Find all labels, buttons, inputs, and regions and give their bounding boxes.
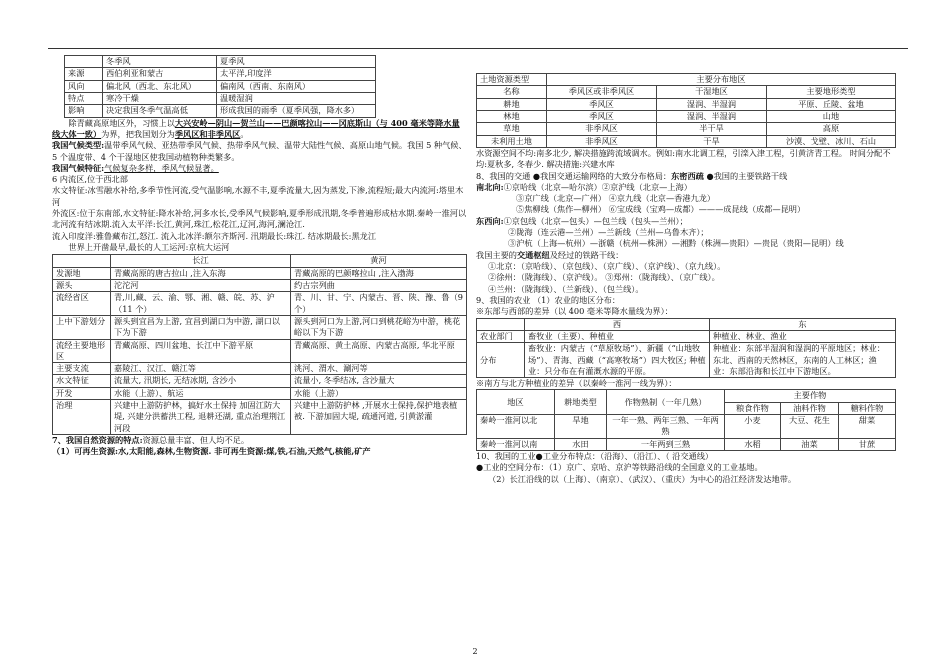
table-header: 作物熟制（一年几熟） bbox=[607, 390, 725, 415]
table-header: 东 bbox=[710, 318, 896, 330]
agri-ns-note: ※南方与北方种植业的差异（以秦岭一淮河一线为界）： bbox=[476, 378, 677, 389]
table-cell: 兴建中上游防护林，搞好水土保持 加固江防大堤, 兴建分洪蓄洪工程, 退耕还湖, 重点治理荆江河段 bbox=[111, 400, 291, 435]
rivers-line: 外流区:位于东南部,水文特征:降水补给,河多水长,受季风气候影响,夏季形成汛期,冬季普遍形成枯水期.秦岭一淮河以北河流有结冰期.流入太平洋:长江,黄河,珠江,松花江,辽河,海河,澜沧江. bbox=[52, 208, 467, 230]
text-bold: 季风区和非季风区 bbox=[174, 128, 241, 139]
table-header bbox=[477, 318, 525, 330]
table-header: 长江 bbox=[111, 255, 291, 267]
text: 及经过的铁路干线： bbox=[549, 249, 624, 260]
table-row bbox=[53, 400, 467, 435]
table-cell: 开发 bbox=[53, 387, 111, 399]
table-cell: 沱沱河 bbox=[111, 279, 291, 291]
text: 资源总量丰富、但人均不足。 bbox=[142, 435, 250, 445]
page-number: 2 bbox=[472, 647, 478, 656]
rivers-line: 流入印度洋:雅鲁藏布江,怒江. 流入北冰洋:额尔齐斯河. 汛期最长:珠江. 结冰期最长:黑龙江 bbox=[52, 230, 377, 241]
resources-heading bbox=[52, 435, 467, 446]
table-cell: 青、川、甘、宁、内蒙古、晋、陕、豫、鲁（9 个） bbox=[291, 292, 467, 316]
text-bold: 交通枢纽 bbox=[516, 249, 550, 260]
text: 气候复杂多样，季风气候显著。 bbox=[104, 162, 219, 173]
text-bold: 大兴安岭—阴山—贺兰山——巴颜喀拉山——冈底斯山（与 400 毫米等降水量线大体一致） bbox=[52, 117, 460, 139]
table-header bbox=[65, 56, 103, 68]
table-cell: 林地 bbox=[477, 110, 547, 122]
table-cell: 干旱 bbox=[657, 135, 767, 147]
table-cell: 西伯利亚和蒙古 bbox=[103, 68, 217, 80]
railway-ns: ③京广线（北京—广州） ④京九线（北京—香港九龙） bbox=[516, 193, 716, 204]
boundary-paragraph bbox=[52, 118, 467, 141]
text: 我国主要的 bbox=[476, 249, 517, 260]
table-row bbox=[53, 267, 467, 279]
railway-ew: ②陇海（连云港—兰州）—兰新线（兰州—乌鲁木齐）； bbox=[508, 227, 709, 238]
river-table bbox=[52, 254, 467, 435]
table-cell: 畜牧业：内蒙古（“草原牧场”）、新疆（“山地牧场”）、青海、西藏（“高寒牧场”）四大牧区; 种植业：只分布在有灌溉水源的平原。 bbox=[525, 343, 710, 378]
heading: 7、我国自然资源的特点: bbox=[52, 435, 143, 445]
table-cell: 秦岭一淮河以南 bbox=[477, 438, 555, 450]
table-cell: 水文特征 bbox=[53, 375, 111, 387]
railway-ew: ③沪杭（上海—杭州）—浙赣（杭州—株洲）—湘黔（株洲—贵阳）—贵昆（贵阳—昆明）线 bbox=[508, 238, 844, 249]
table-cell: 风向 bbox=[65, 80, 103, 92]
table-cell: 湿润、半湿润 bbox=[657, 98, 767, 110]
table-cell: 秦岭一淮河以北 bbox=[477, 415, 555, 439]
table-cell: 寒冷干燥 bbox=[103, 92, 217, 104]
text: 8、我国的交通 ●我国交通运输网络的大致分布格局： bbox=[476, 170, 672, 181]
climate-features bbox=[52, 163, 467, 174]
text: ①京哈线（北京—哈尔滨）②京沪线（北京—上海） bbox=[503, 181, 692, 192]
table-cell: 青藏高原、四川盆地、长江中下游平原 bbox=[111, 339, 291, 363]
label: 东西向: bbox=[476, 215, 504, 226]
table-cell: 青藏高原、黄土高原、内蒙古高原, 华北平原 bbox=[291, 339, 467, 363]
table-row bbox=[477, 415, 896, 439]
table-cell: 平原、丘陵、盆地 bbox=[767, 98, 896, 110]
table-cell: 流量大, 汛期长, 无结冰期, 含沙小 bbox=[111, 375, 291, 387]
text: 除青藏高原地区外，习惯上以 bbox=[68, 117, 175, 128]
table-cell: 半干旱 bbox=[657, 123, 767, 135]
table-cell: 来源 bbox=[65, 68, 103, 80]
hubs-heading bbox=[476, 250, 896, 261]
rivers-line: 水文特征:冰雪融水补给,多季节性河流,受气温影响,水源不丰,夏季流量大,因为蒸发,下渗,流程短;最大内流河:塔里木河 bbox=[52, 185, 464, 207]
table-cell: 温暖湿润 bbox=[217, 92, 376, 104]
table-cell: 洮河、渭水、涮河等 bbox=[291, 363, 467, 375]
table-header: 糖料作物 bbox=[839, 402, 896, 414]
table-cell: 山地 bbox=[767, 110, 896, 122]
table-cell: 治理 bbox=[53, 400, 111, 435]
table-row bbox=[477, 98, 896, 110]
table-cell: 农业部门 bbox=[477, 330, 525, 342]
table-cell: 水稻 bbox=[725, 438, 781, 450]
resources-renewable: （1）可再生资源:水,太阳能,森林,生物资源. 非可再生资源:煤,铁,石油,天然气,核能,矿产 bbox=[52, 446, 371, 457]
text: ①京包线（北京—包头）—包兰线（包头—兰州）； bbox=[503, 215, 688, 226]
table-header: 名称 bbox=[477, 86, 547, 98]
table-cell: 上中下游划分 bbox=[53, 315, 111, 339]
table-row bbox=[477, 318, 896, 330]
table-row bbox=[477, 438, 896, 450]
industry-line: ●工业的空间分布：（1）京广、京哈、京沪等铁路沿线的全国意义的工业基地。 bbox=[476, 462, 763, 473]
table-header: 主要地形类型 bbox=[767, 86, 896, 98]
table-header: 季风区或非季风区 bbox=[547, 86, 657, 98]
hub-line: ②徐州：（陇海线）、（京沪线）。 ③郑州：（陇海线）、（京广线）。 bbox=[488, 272, 720, 283]
railway-ew bbox=[476, 216, 896, 227]
table-cell: 湿润、半湿润 bbox=[657, 110, 767, 122]
table-cell: 分布 bbox=[477, 343, 525, 378]
table-cell: 水田 bbox=[555, 438, 607, 450]
table-row bbox=[53, 255, 467, 267]
table-row bbox=[65, 68, 376, 80]
hub-line: ④兰州：（陇海线）、（兰新线）、（包兰线）。 bbox=[488, 283, 644, 294]
table-row bbox=[477, 123, 896, 135]
table-cell: 种植业：东部半湿润和湿润的平原地区；林业：东北、西南的天然林区，东南的人工林区；渔业：东部沿海和长江中下游地区。 bbox=[710, 343, 896, 378]
table-cell: 决定我国冬季气温高低 bbox=[103, 105, 217, 117]
agri-east-west-table bbox=[476, 318, 896, 379]
table-row bbox=[53, 363, 467, 375]
climate-types bbox=[52, 140, 467, 163]
table-cell: 特点 bbox=[65, 92, 103, 104]
industry-line: 10、我国的工业●工业分布特点：（沿海）、（沿江）、（ 沿交通线） bbox=[476, 451, 714, 461]
table-cell: 源头到河口为上游,河口到桃花峪为中游，桃花峪以下为下游 bbox=[291, 315, 467, 339]
table-row bbox=[53, 339, 467, 363]
table-cell: 未利用土地 bbox=[477, 135, 547, 147]
table-row bbox=[53, 292, 467, 316]
table-cell: 高原 bbox=[767, 123, 896, 135]
table-row bbox=[53, 279, 467, 291]
agri-north-south-table bbox=[476, 389, 896, 451]
table-cell: 小麦 bbox=[725, 415, 781, 439]
table-cell: 一年一熟、两年三熟、一年两熟 bbox=[607, 415, 725, 439]
table-cell: 草地 bbox=[477, 123, 547, 135]
table-header: 耕地类型 bbox=[555, 390, 607, 415]
table-row bbox=[477, 330, 896, 342]
table-row bbox=[53, 375, 467, 387]
table-header: 粮食作物 bbox=[725, 402, 781, 414]
header-rule bbox=[48, 48, 908, 49]
table-cell: 油菜 bbox=[781, 438, 839, 450]
table-cell: 大豆、花生 bbox=[781, 415, 839, 439]
table-row bbox=[65, 80, 376, 92]
table-row bbox=[477, 390, 896, 402]
monsoon-table bbox=[64, 55, 376, 118]
label: 我国气候特征: bbox=[52, 162, 105, 173]
table-cell: 青,川,藏、云、渝、鄂、湘、赣、皖、苏、沪（11 个） bbox=[111, 292, 291, 316]
table-cell: 偏南风（西南、东南风） bbox=[217, 80, 376, 92]
table-row bbox=[477, 135, 896, 147]
table-cell: 偏北风（西北、东北风） bbox=[103, 80, 217, 92]
table-cell: 沙漠、戈壁、冰川、石山 bbox=[767, 135, 896, 147]
text: 。 bbox=[240, 128, 249, 139]
table-row bbox=[65, 92, 376, 104]
table-cell: 甜菜 bbox=[839, 415, 896, 439]
railway-ns bbox=[476, 182, 896, 193]
right-column bbox=[476, 73, 896, 485]
text-bold: 东密西疏 bbox=[671, 170, 704, 181]
table-cell: 非季风区 bbox=[547, 135, 657, 147]
transport-heading bbox=[476, 171, 896, 182]
table-header: 冬季风 bbox=[103, 56, 217, 68]
table-header: 夏季风 bbox=[217, 56, 376, 68]
table-cell: 非季风区 bbox=[547, 123, 657, 135]
table-cell: 一年两到三熟 bbox=[607, 438, 725, 450]
table-cell: 兴建中上游防护林 ,开展水土保持,保护地表植被. 下游加固大堤, 疏通河道, 引黄淤灌 bbox=[291, 400, 467, 435]
table-cell: 水能（上游）、航运 bbox=[111, 387, 291, 399]
table-row bbox=[477, 343, 896, 378]
hub-line: ①北京：（京哈线）、（京包线）、（京广线）、（京沪线）、（京九线）。 bbox=[488, 261, 726, 271]
table-cell: 影响 bbox=[65, 105, 103, 117]
table-row bbox=[53, 315, 467, 339]
table-cell: 季风区 bbox=[547, 98, 657, 110]
rivers-line: 6 内流区,位于西北部 bbox=[52, 174, 128, 185]
table-row bbox=[53, 387, 467, 399]
table-header bbox=[53, 255, 111, 267]
table-header: 干湿地区 bbox=[657, 86, 767, 98]
table-header: 油料作物 bbox=[781, 402, 839, 414]
railway-ns: ⑤焦柳线（焦作—柳州） ⑥宝成线（宝鸡—成都）———成昆线（成都—昆明） bbox=[516, 204, 806, 215]
table-cell: 季风区 bbox=[547, 110, 657, 122]
text: 温带季风气候、亚热带季风气候、热带季风气候、温带大陆性气候、高原山地气候。我国 5 种气候、5 个温度带、4 个干湿地区使我国动植物种类繁多。 bbox=[52, 140, 467, 162]
table-header: 西 bbox=[525, 318, 710, 330]
label: 我国气候类型: bbox=[52, 140, 105, 151]
agri-ew-note: ※东部与西部的差异（以 400 毫米等降水量线为界）： bbox=[476, 306, 673, 317]
table-cell: 旱地 bbox=[555, 415, 607, 439]
table-header: 土地资源类型 bbox=[477, 74, 547, 86]
industry-line: （2）长江沿线的以（上海）、（南京）、（武汉）、（重庆）为中心的沿江经济发达地带。 bbox=[488, 473, 797, 484]
table-cell: 青藏高原的巴颜喀拉山 ,注入渤海 bbox=[291, 267, 467, 279]
agri-heading: 9、我国的农业 （1）农业的地区分布： bbox=[476, 294, 621, 305]
table-cell: 发源地 bbox=[53, 267, 111, 279]
table-cell: 水能（上游） bbox=[291, 387, 467, 399]
table-cell: 源头 bbox=[53, 279, 111, 291]
label: 南北向: bbox=[476, 181, 504, 192]
table-cell: 种植业、林业、渔业 bbox=[710, 330, 896, 342]
table-cell: 耕地 bbox=[477, 98, 547, 110]
table-cell: 形成我国的雨季（夏季风强，降水多） bbox=[217, 105, 376, 117]
table-cell: 甘蔗 bbox=[839, 438, 896, 450]
land-resource-table bbox=[476, 73, 896, 148]
table-cell: 源头到宜昌为上游, 宜昌到湖口为中游, 湖口以下为下游 bbox=[111, 315, 291, 339]
table-header: 主要作物 bbox=[725, 390, 896, 402]
table-header: 主要分布地区 bbox=[547, 74, 896, 86]
table-cell: 流经主要地形区 bbox=[53, 339, 111, 363]
table-header: 黄河 bbox=[291, 255, 467, 267]
table-cell: 畜牧业（主要）、种植业 bbox=[525, 330, 710, 342]
table-cell: 主要支流 bbox=[53, 363, 111, 375]
table-cell: 太平洋,印度洋 bbox=[217, 68, 376, 80]
rivers-line: 世界上开凿最早,最长的人工运河:京杭大运河 bbox=[68, 242, 230, 252]
table-cell: 流经省区 bbox=[53, 292, 111, 316]
table-row bbox=[477, 110, 896, 122]
text: 为界，把我国划分为 bbox=[101, 128, 175, 139]
table-row bbox=[477, 86, 896, 98]
table-row bbox=[477, 74, 896, 86]
left-column bbox=[52, 55, 467, 458]
table-cell: 约古宗列曲 bbox=[291, 279, 467, 291]
table-cell: 流量小, 冬季结冰, 含沙量大 bbox=[291, 375, 467, 387]
text: ●我国的主要铁路干线 bbox=[703, 170, 788, 181]
table-cell: 青藏高原的唐古拉山 ,注入东海 bbox=[111, 267, 291, 279]
table-row bbox=[65, 56, 376, 68]
table-header: 地区 bbox=[477, 390, 555, 415]
table-row bbox=[65, 105, 376, 117]
table-cell: 嘉陵江、汉江、赣江等 bbox=[111, 363, 291, 375]
water-paragraph: 水资源空间不均:南多北少, 解决措施跨流域调水。例如:南水北调工程，引滦入津工程，引黄济青工程。 时间分配不均:夏秋多, 冬春少. 解决措施:兴建水库 bbox=[476, 147, 891, 170]
